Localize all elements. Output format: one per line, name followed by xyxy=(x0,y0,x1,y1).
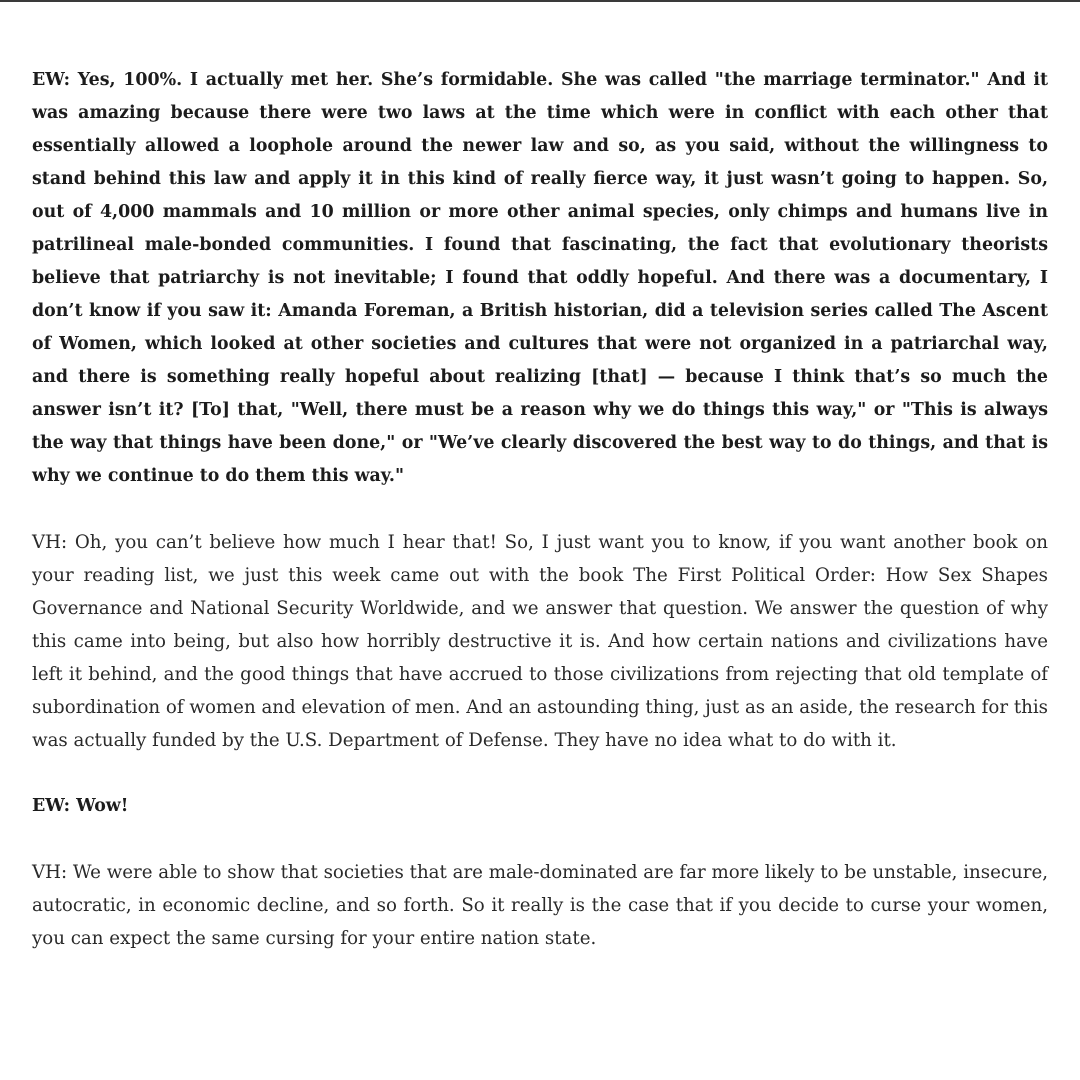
paragraph-ew-wow: EW: Wow! xyxy=(32,796,129,816)
paragraph-spacer xyxy=(32,757,1048,790)
paragraph-vh-response: VH: Oh, you can’t believe how much I hear that! So, I just want you to know, if you want another book on your reading list, we just this week came out with the book The First Political Order: How Sex Shapes Governance and National Security Worldwide, and we answer that question. We answer the question of why this came into being, but also how horribly destructive it is. And how certain nations and civilizations have left it behind, and the good things that have accrued to those civilizations from rejecting that old template of subordination of women and elevation of men. And an astounding thing, just as an aside, the research for this was actually funded by the U.S. Department of Defense. They have no idea what to do with it. xyxy=(32,532,1048,751)
paragraph-ew-response: EW: Yes, 100%. I actually met her. She’s formidable. She was called "the marriage terminator." And it was amazing because there were two laws at the time which were in conflict with each other that essentially allowed a loophole around the newer law and so, as you said, without the willingness to stand behind this law and apply it in this kind of really fierce way, it just wasn’t going to happen. So, out of 4,000 mammals and 10 million or more other animal species, only chimps and humans live in patrilineal male-bonded communities. I found that fascinating, the fact that evolutionary theorists believe that patriarchy is not inevitable; I found that oddly hopeful. And there was a documentary, I don’t know if you saw it: Amanda Foreman, a British historian, did a television series called The Ascent of Women, which looked at other societies and cultures that were not organized in a patriarchal way, and there is something really hopeful about realizing [that] — because I think that’s so much the answer isn’t it? [To] that, "Well, there must be a reason why we do things this way," or "This is always the way that things have been done," or "We’ve clearly discovered the best way to do things, and that is why we continue to do them this way." xyxy=(32,70,1048,486)
paragraph-vh-closing: VH: We were able to show that societies that are male-dominated are far more likely to be unstable, insecure, autocratic, in economic decline, and so forth. So it really is the case that if you decide to curse your women, you can expect the same cursing for your entire nation state. xyxy=(32,862,1048,949)
paragraph-spacer xyxy=(32,493,1048,526)
transcript-body xyxy=(32,64,1048,955)
paragraph-spacer xyxy=(32,823,1048,856)
top-border-line xyxy=(0,0,1080,2)
